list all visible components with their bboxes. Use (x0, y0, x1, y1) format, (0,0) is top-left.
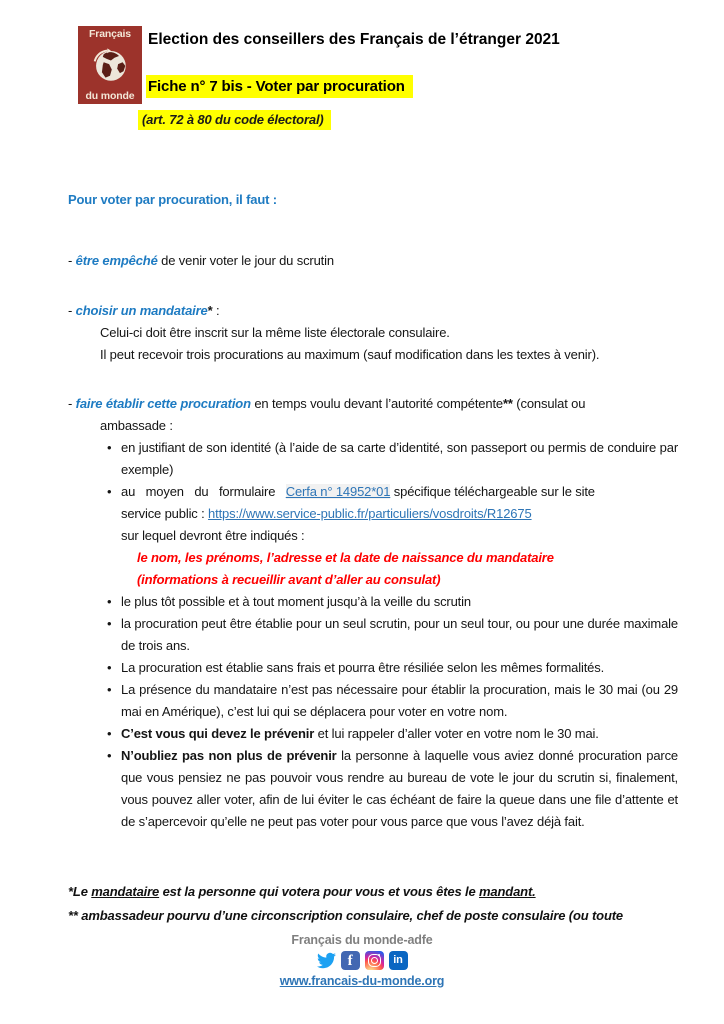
bullet-identite: • en justifiant de son identité (à l’aide de sa carte d’identité, son passeport ou permis de conduire par exemple) (121, 437, 678, 481)
bullet-sans-frais: • La procuration est établie sans frais et pourra être résiliée selon les mêmes formalités. (121, 657, 678, 679)
logo-text-top: Français (89, 28, 131, 40)
bullet-prevenir-rest: et lui rappeler d’aller voter en votre nom le 30 mai. (314, 726, 599, 741)
formulaire-line1 (121, 481, 678, 503)
condition-mandataire-details (100, 322, 678, 366)
footnote2-text: ambassadeur pourvu d’une circonscription consulaire, chef de poste consulaire (ou toute (81, 908, 624, 923)
footnote2-marker: ** (68, 908, 82, 923)
fiche-subtitle: Fiche n° 7 bis - Voter par procuration (146, 75, 413, 98)
article-reference: (art. 72 à 80 du code électoral) (138, 110, 331, 130)
document-body (0, 190, 724, 928)
article-reference-row (142, 110, 678, 130)
twitter-icon[interactable] (317, 951, 336, 970)
formulaire-line2 (121, 503, 678, 525)
colon: : (212, 303, 220, 318)
dash: - (68, 253, 76, 268)
condition-procuration-term: faire établir cette procuration (75, 396, 251, 411)
footnote1-underline2: mandant. (479, 884, 536, 899)
condition-procuration-line2: ambassade : (100, 418, 173, 433)
condition-procuration-rest: en temps voulu devant l’autorité compétente (250, 396, 504, 411)
bullet-oubliez-bold: N’oubliez pas non plus de prévenir (121, 748, 337, 763)
footnote-ambassadeur (68, 904, 678, 928)
cerfa-form-link[interactable]: Cerfa n° 14952*01 (285, 484, 391, 499)
footnote1-underline1: mandataire (91, 884, 160, 899)
bullet-prevenir (121, 723, 678, 745)
footnote1-mid: est la personne qui votera pour vous et vous êtes le (159, 884, 480, 899)
footnote1-pre: *Le (68, 884, 92, 899)
service-public-url-link[interactable]: https://www.service-public.fr/particuliers/vosdroits/R12675 (208, 506, 532, 521)
formulaire-line3: sur lequel devront être indiqués : (121, 528, 305, 543)
formulaire-pre: au moyen du formulaire (121, 484, 286, 499)
footnote-marker: ** (503, 396, 513, 411)
bullet-presence: • La présence du mandataire n’est pas nécessaire pour établir la procuration, mais le 30 mai (ou 29 mai en Amérique), c’est lui qui se déplacera pour voter en votre nom. (121, 679, 678, 723)
formulaire-post: spécifique téléchargeable sur le site (390, 484, 595, 499)
bullet-oubliez-rest: la personne à laquelle vous aviez donné procuration parce que vous pensiez ne pas pouvoir vous rendre au bureau de vote le jour du scrutin si, finalement, vous pouvez aller voter, afin de lui éviter le cas échéant de faire la queue dans une file d’attente et de s’apercevoir qu’elle ne peut pas voter pour vous parce que vous l’avez déjà fait. (121, 748, 679, 829)
linkedin-letters: in (393, 954, 403, 966)
dash: - (68, 303, 76, 318)
facebook-letter: f (347, 952, 353, 969)
linkedin-icon[interactable] (389, 951, 408, 970)
service-public-label: service public : (121, 506, 209, 521)
organization-name: Français du monde-adfe (291, 933, 433, 947)
condition-empeche-rest: de venir voter le jour du scrutin (157, 253, 334, 268)
condition-empeche-term: être empêché (75, 253, 158, 268)
red-note (137, 547, 678, 591)
mandataire-detail-line: Il peut recevoir trois procurations au maximum (sauf modification dans les textes à venir). (100, 347, 600, 362)
bullet-oubliez (121, 745, 678, 833)
globe-icon (92, 47, 128, 83)
instagram-icon[interactable] (365, 951, 384, 970)
bullet-duree: • la procuration peut être établie pour un seul scrutin, pour un seul tour, ou pour une durée maximale de trois ans. (121, 613, 678, 657)
bullet-formulaire (121, 481, 678, 591)
condition-procuration-rest2: (consulat ou (512, 396, 586, 411)
condition-mandataire-heading (68, 300, 678, 322)
footnote-mandataire (68, 880, 678, 904)
footnote-marker: * (207, 303, 213, 318)
intro-heading: Pour voter par procuration, il faut : (68, 192, 277, 207)
francais-du-monde-logo (78, 26, 142, 104)
document-header (0, 0, 724, 139)
condition-mandataire-term: choisir un mandataire (75, 303, 208, 318)
website-link[interactable]: www.francais-du-monde.org (279, 974, 445, 988)
procuration-bullet-list (68, 437, 678, 833)
condition-procuration (68, 393, 678, 437)
bullet-prevenir-bold: C’est vous qui devez le prévenir (121, 726, 315, 741)
mandataire-detail-line: Celui-ci doit être inscrit sur la même liste électorale consulaire. (100, 325, 450, 340)
document-footer (0, 932, 724, 990)
condition-mandataire (68, 300, 678, 366)
bullet-delai: • le plus tôt possible et à tout moment jusqu’à la veille du scrutin (121, 591, 678, 613)
red-note-line2: (informations à recueillir avant d’aller au consulat) (137, 572, 441, 587)
condition-empeche (68, 250, 678, 272)
red-note-line1: le nom, les prénoms, l’adresse et la date de naissance du mandataire (137, 550, 554, 565)
instagram-lens (371, 957, 378, 964)
condition-procuration-heading (68, 393, 678, 415)
social-icons-row (0, 950, 724, 970)
page-title: Election des conseillers des Français de l’étranger 2021 (148, 31, 560, 48)
logo-text-bottom: du monde (85, 89, 135, 102)
footnotes (68, 880, 678, 928)
facebook-icon[interactable] (341, 951, 360, 970)
instagram-dot (378, 954, 380, 956)
dash: - (68, 396, 76, 411)
